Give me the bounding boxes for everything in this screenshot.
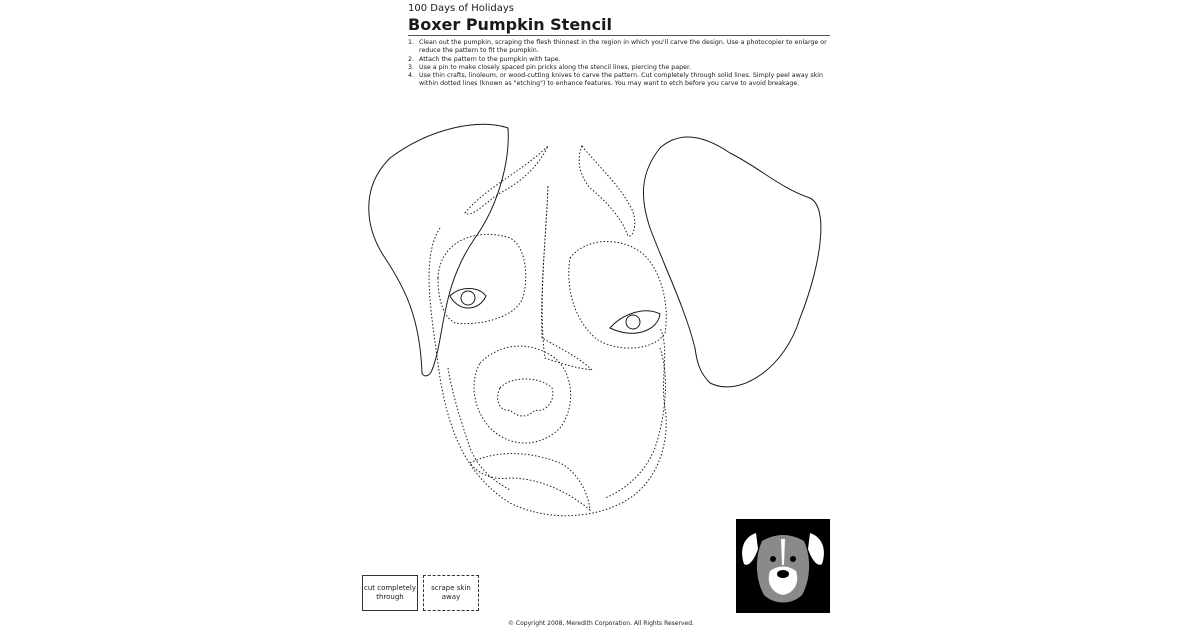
forehead-stripe	[542, 186, 592, 370]
right-jowl	[605, 348, 665, 498]
legend-scrape	[423, 575, 479, 611]
step-text: Attach the pattern to the pumpkin with tape.	[419, 55, 561, 63]
right-eye-outline	[610, 311, 660, 333]
page-title: Boxer Pumpkin Stencil	[408, 15, 613, 34]
right-eye-socket	[569, 242, 667, 349]
legend-cut-label: cut completely through	[363, 584, 417, 601]
left-eye-pupil	[461, 291, 475, 305]
step-number: 4.	[408, 72, 415, 80]
instruction-step	[408, 64, 838, 72]
copyright-notice: © Copyright 2008, Meredith Corporation. All Rights Reserved.	[508, 620, 694, 627]
step-number: 1.	[408, 39, 415, 46]
right-ear-outline	[643, 137, 820, 387]
step-text: Clean out the pumpkin, scraping the flesh thinnest in the region in which you'll carve the design. Use a photocopier to enlarge or reduce the pattern to fit the pumpkin.	[419, 39, 827, 55]
series-label: 100 Days of Holidays	[408, 3, 515, 14]
instructions-list	[408, 39, 838, 89]
left-ear-outline	[369, 124, 508, 376]
thumb-left-eye	[770, 556, 776, 562]
lower-lip	[470, 454, 590, 510]
instruction-step	[408, 39, 838, 56]
face-outline	[429, 228, 666, 516]
title-divider	[408, 35, 830, 36]
boxer-stencil	[360, 118, 830, 518]
legend-scrape-label: scrape skin away	[431, 584, 471, 601]
left-eye-socket	[438, 234, 526, 323]
step-text: Use thin crafts, linoleum, or wood-cutting knives to carve the pattern. Cut completely through solid lines. Simply peel away skin within dotted lines (known as "etching") to enhance features. You may want to etch before you carve to avoid breakage.	[419, 72, 823, 88]
right-eye-pupil	[626, 315, 640, 329]
preview-thumbnail	[736, 519, 830, 613]
step-number: 2.	[408, 55, 415, 63]
instruction-step	[408, 72, 838, 89]
thumb-nose	[777, 570, 789, 578]
legend-cut	[362, 575, 418, 611]
nose-outline	[498, 379, 553, 416]
instruction-step	[408, 56, 838, 64]
step-text: Use a pin to make closely spaced pin pricks along the stencil lines, piercing the paper.	[419, 63, 691, 71]
step-number: 3.	[408, 63, 415, 71]
thumb-right-eye	[790, 556, 796, 562]
right-brow-fold	[579, 146, 635, 236]
muzzle-outline	[474, 346, 571, 443]
